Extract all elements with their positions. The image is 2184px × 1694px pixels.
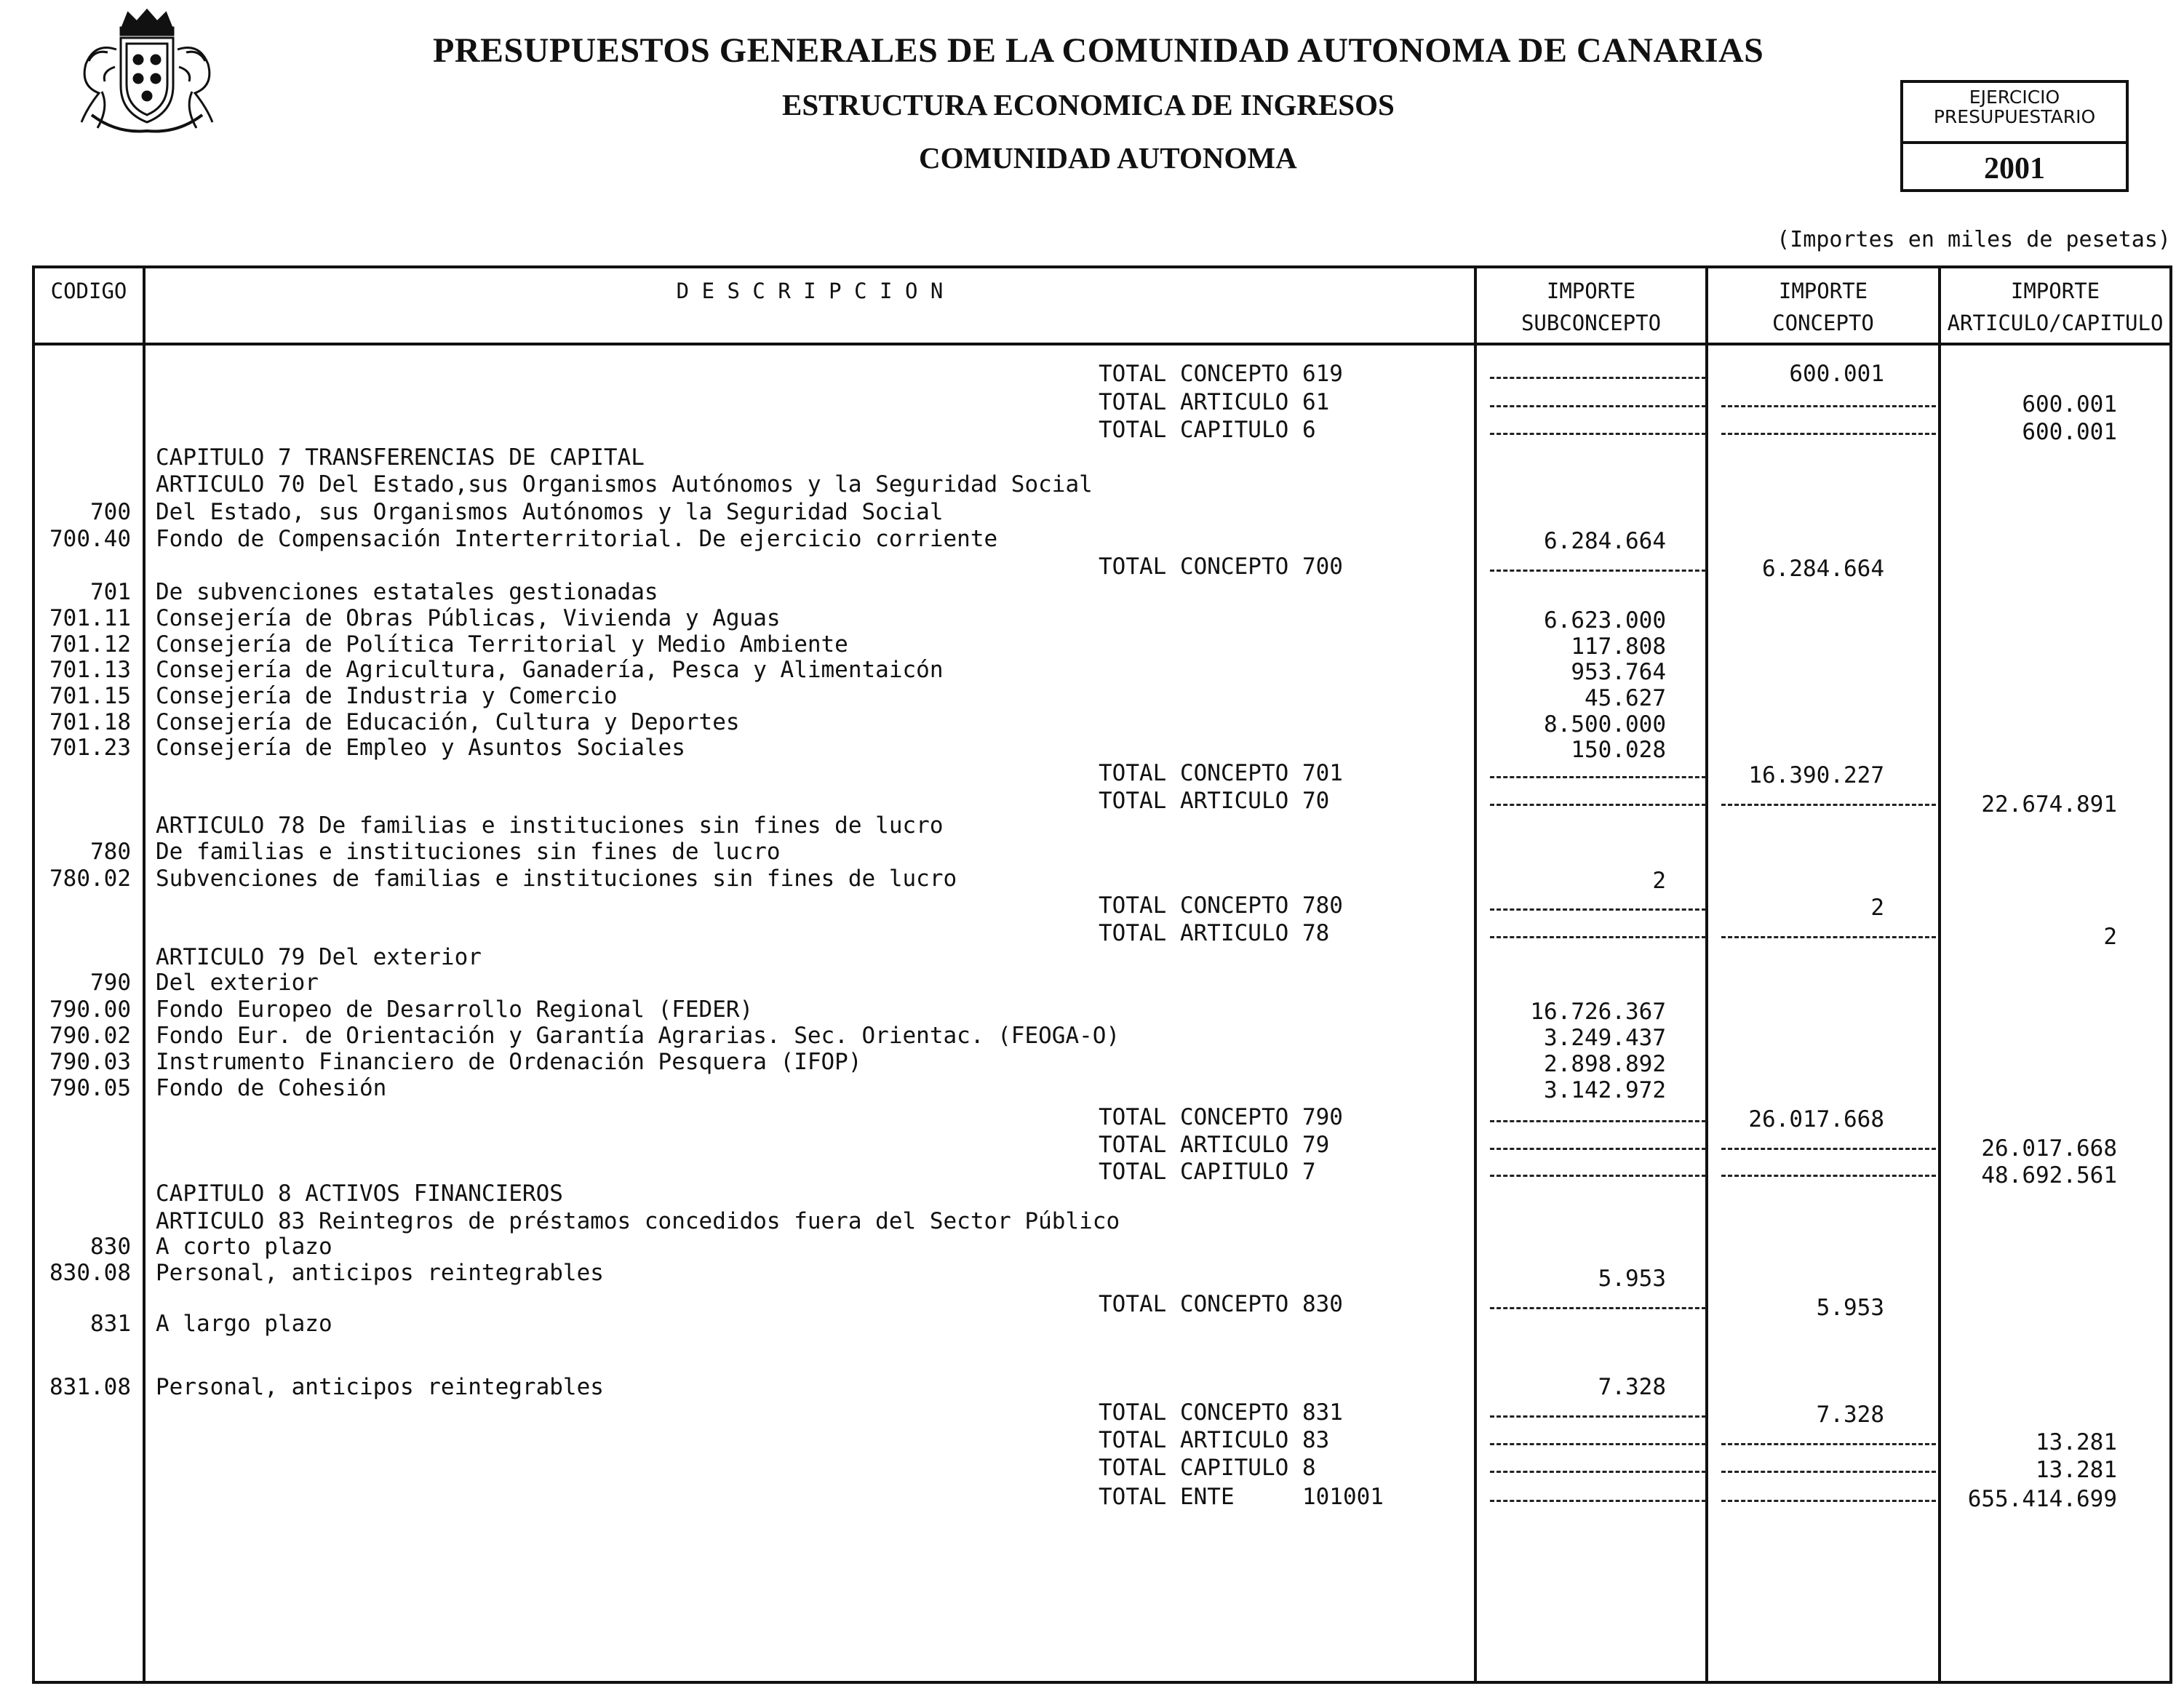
row-description: Subvenciones de familias e instituciones sin fines de lucro: [156, 866, 957, 892]
coat-of-arms-logo: [73, 6, 222, 137]
row-code: 831.08: [49, 1374, 131, 1400]
column-header-subconcepto: [1477, 275, 1705, 339]
column-divider: [143, 265, 146, 1684]
article-heading: ARTICULO 83 Reintegros de préstamos concedidos fuera del Sector Público: [156, 1208, 1120, 1234]
amount-subconcepto: 3.142.972: [1544, 1077, 1666, 1103]
column-header-subconcepto-line2: SUBCONCEPTO: [1521, 311, 1662, 335]
total-label: TOTAL ARTICULO 78: [1099, 920, 1330, 946]
column-header-concepto-line2: CONCEPTO: [1772, 311, 1874, 335]
amount-concepto: 600.001: [1789, 361, 1884, 387]
empty-amount-dashes: [1721, 804, 1936, 806]
total-label: TOTAL CAPITULO 8: [1099, 1455, 1316, 1481]
empty-amount-dashes: [1721, 433, 1936, 435]
empty-amount-dashes: [1721, 1148, 1936, 1150]
empty-amount-dashes: [1490, 1500, 1706, 1502]
empty-amount-dashes: [1721, 1471, 1936, 1473]
total-label: TOTAL CONCEPTO 790: [1099, 1104, 1343, 1130]
row-description: Fondo Eur. de Orientación y Garantía Agrarias. Sec. Orientac. (FEOGA-O): [156, 1023, 1120, 1049]
amount-subconcepto: 953.764: [1571, 659, 1666, 685]
amount-articulo: 48.692.561: [1981, 1162, 2117, 1188]
total-label: TOTAL ARTICULO 79: [1099, 1132, 1330, 1158]
row-description: Personal, anticipos reintegrables: [156, 1260, 604, 1286]
amount-subconcepto: 6.623.000: [1544, 607, 1666, 634]
column-header-articulo-line1: IMPORTE: [2010, 279, 2100, 303]
amount-subconcepto: 2.898.892: [1544, 1051, 1666, 1077]
empty-amount-dashes: [1490, 1307, 1706, 1309]
empty-amount-dashes: [1721, 1443, 1936, 1445]
row-description: Del Estado, sus Organismos Autónomos y la Seguridad Social: [156, 499, 944, 525]
row-description: Consejería de Obras Públicas, Vivienda y Aguas: [156, 605, 781, 631]
amount-articulo: 22.674.891: [1981, 791, 2117, 818]
row-description: De familias e instituciones sin fines de lucro: [156, 839, 781, 865]
empty-amount-dashes: [1490, 1443, 1706, 1445]
empty-amount-dashes: [1490, 433, 1706, 435]
article-heading: ARTICULO 70 Del Estado,sus Organismos Autónomos y la Seguridad Social: [156, 471, 1093, 498]
amount-concepto: 5.953: [1816, 1295, 1884, 1321]
grand-total-label: TOTAL ENTE 101001: [1099, 1484, 1384, 1510]
column-divider: [1474, 265, 1477, 1684]
empty-amount-dashes: [1721, 405, 1936, 407]
empty-amount-dashes: [1490, 1471, 1706, 1473]
total-label: TOTAL CAPITULO 6: [1099, 417, 1316, 443]
total-label: TOTAL CONCEPTO 619: [1099, 361, 1343, 387]
row-code: 700: [90, 499, 131, 525]
empty-amount-dashes: [1490, 570, 1706, 572]
total-label: TOTAL CONCEPTO 830: [1099, 1291, 1343, 1317]
column-header-articulo-line2: ARTICULO/CAPITULO: [1947, 311, 2164, 335]
column-header-descripcion: D E S C R I P C I O N: [676, 279, 944, 303]
amount-subconcepto: 6.284.664: [1544, 528, 1666, 554]
row-code: 701: [90, 579, 131, 605]
amount-subconcepto: 7.328: [1598, 1374, 1666, 1400]
column-header-subconcepto-line1: IMPORTE: [1546, 279, 1636, 303]
fiscal-year-box: [1900, 80, 2129, 192]
total-label: TOTAL ARTICULO 70: [1099, 788, 1330, 814]
amount-concepto: 26.017.668: [1748, 1106, 1884, 1132]
row-code: 831: [90, 1311, 131, 1337]
fiscal-year-label: [1903, 83, 2126, 144]
empty-amount-dashes: [1490, 1415, 1706, 1418]
empty-amount-dashes: [1490, 936, 1706, 938]
row-code: 790.03: [49, 1049, 131, 1075]
amount-articulo: 13.281: [2036, 1457, 2117, 1483]
row-description: A largo plazo: [156, 1311, 332, 1337]
article-heading: ARTICULO 79 Del exterior: [156, 944, 482, 970]
row-description: De subvenciones estatales gestionadas: [156, 579, 658, 605]
total-label: TOTAL CAPITULO 7: [1099, 1159, 1316, 1185]
document-title: PRESUPUESTOS GENERALES DE LA COMUNIDAD AUTONOMA DE CANARIAS: [433, 31, 1764, 70]
total-label: TOTAL CONCEPTO 780: [1099, 892, 1343, 919]
amount-subconcepto: 16.726.367: [1530, 999, 1666, 1025]
row-code: 780.02: [49, 866, 131, 892]
row-code: 700.40: [49, 526, 131, 552]
row-code: 830: [90, 1234, 131, 1260]
row-description: Fondo Europeo de Desarrollo Regional (FEDER): [156, 996, 754, 1023]
amount-articulo: 13.281: [2036, 1429, 2117, 1455]
row-description: A corto plazo: [156, 1234, 332, 1260]
empty-amount-dashes: [1490, 804, 1706, 806]
row-code: 790.02: [49, 1023, 131, 1049]
row-code: 790: [90, 970, 131, 996]
row-code: 780: [90, 839, 131, 865]
units-note: (Importes en miles de pesetas): [1777, 227, 2171, 252]
amount-articulo: 2: [2103, 924, 2117, 950]
row-description: Del exterior: [156, 970, 319, 996]
row-code: 790.00: [49, 996, 131, 1023]
total-label: TOTAL ARTICULO 83: [1099, 1427, 1330, 1453]
row-description: Instrumento Financiero de Ordenación Pesquera (IFOP): [156, 1049, 862, 1075]
amount-subconcepto: 3.249.437: [1544, 1025, 1666, 1051]
column-header-codigo: CODIGO: [50, 279, 127, 303]
chapter-heading: CAPITULO 7 TRANSFERENCIAS DE CAPITAL: [156, 444, 645, 471]
row-code: 701.12: [49, 631, 131, 658]
row-code: 701.23: [49, 735, 131, 761]
row-description: Consejería de Agricultura, Ganadería, Pesca y Alimentaicón: [156, 657, 944, 683]
row-description: Personal, anticipos reintegrables: [156, 1374, 604, 1400]
row-description: Consejería de Empleo y Asuntos Sociales: [156, 735, 685, 761]
row-code: 830.08: [49, 1260, 131, 1286]
amount-concepto: 7.328: [1816, 1402, 1884, 1428]
amount-concepto: 2: [1870, 895, 1884, 921]
amount-articulo: 600.001: [2022, 391, 2117, 417]
empty-amount-dashes: [1490, 908, 1706, 911]
amount-subconcepto: 2: [1652, 868, 1666, 894]
empty-amount-dashes: [1721, 936, 1936, 938]
article-heading: ARTICULO 78 De familias e instituciones sin fines de lucro: [156, 812, 944, 839]
row-code: 701.13: [49, 657, 131, 683]
amount-concepto: 16.390.227: [1748, 762, 1884, 788]
empty-amount-dashes: [1721, 1175, 1936, 1177]
row-description: Fondo de Cohesión: [156, 1075, 387, 1101]
fiscal-year-label-line1: EJERCICIO: [1969, 87, 2060, 108]
row-description: Fondo de Compensación Interterritorial. De ejercicio corriente: [156, 526, 998, 552]
empty-amount-dashes: [1490, 1148, 1706, 1150]
empty-amount-dashes: [1490, 405, 1706, 407]
amount-subconcepto: 8.500.000: [1544, 711, 1666, 738]
total-label: TOTAL ARTICULO 61: [1099, 389, 1330, 415]
chapter-heading: CAPITULO 8 ACTIVOS FINANCIEROS: [156, 1180, 563, 1207]
amount-concepto: 6.284.664: [1762, 556, 1884, 582]
row-code: 790.05: [49, 1075, 131, 1101]
amount-subconcepto: 45.627: [1585, 685, 1666, 711]
column-header-articulo-capitulo: [1941, 275, 2169, 339]
row-code: 701.11: [49, 605, 131, 631]
amount-subconcepto: 5.953: [1598, 1266, 1666, 1292]
empty-amount-dashes: [1721, 1500, 1936, 1502]
empty-amount-dashes: [1490, 1175, 1706, 1177]
total-label: TOTAL CONCEPTO 700: [1099, 554, 1343, 580]
row-code: 701.18: [49, 709, 131, 735]
header-divider: [32, 343, 2172, 345]
row-description: Consejería de Política Territorial y Medio Ambiente: [156, 631, 848, 658]
amount-subconcepto: 150.028: [1571, 737, 1666, 763]
document-subtitle: ESTRUCTURA ECONOMICA DE INGRESOS: [782, 88, 1395, 121]
empty-amount-dashes: [1490, 377, 1706, 379]
amount-articulo: 600.001: [2022, 419, 2117, 445]
column-header-concepto-line1: IMPORTE: [1778, 279, 1868, 303]
row-description: Consejería de Educación, Cultura y Deportes: [156, 709, 740, 735]
column-header-concepto: [1708, 275, 1938, 339]
row-code: 701.15: [49, 683, 131, 709]
grand-total-amount: 655.414.699: [1967, 1486, 2117, 1512]
amount-subconcepto: 117.808: [1571, 634, 1666, 660]
entity-name: COMUNIDAD AUTONOMA: [919, 141, 1297, 175]
empty-amount-dashes: [1490, 776, 1706, 778]
empty-amount-dashes: [1490, 1120, 1706, 1122]
amount-articulo: 26.017.668: [1981, 1135, 2117, 1162]
total-label: TOTAL CONCEPTO 701: [1099, 760, 1343, 786]
row-description: Consejería de Industria y Comercio: [156, 683, 618, 709]
fiscal-year-value: 2001: [1984, 152, 2045, 185]
fiscal-year-label-line2: PRESUPUESTARIO: [1933, 106, 2096, 127]
total-label: TOTAL CONCEPTO 831: [1099, 1399, 1343, 1426]
